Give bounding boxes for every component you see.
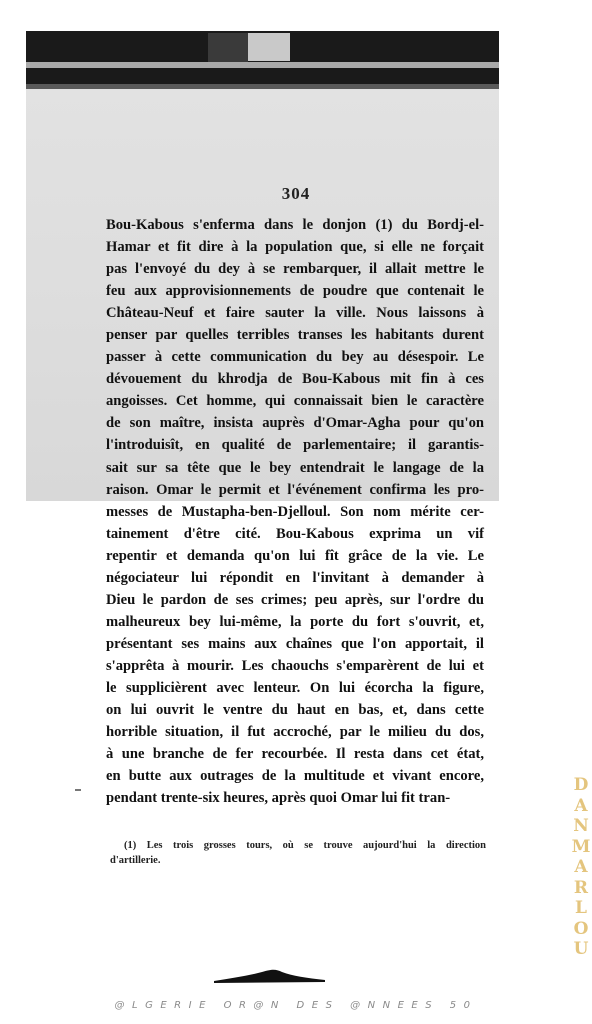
text-line: tainement d'être cité. Bou-Kabous exprima un vif — [106, 525, 484, 542]
side-watermark-letter: L — [575, 898, 587, 918]
text-line: angoisses. Cet homme, qui connaissait bien le caractère — [106, 393, 484, 410]
side-watermark-letter: R — [573, 877, 589, 898]
text-line: pas l'envoyé du dey à se rembarquer, il allait mettre le — [106, 261, 484, 278]
text-line: négociateur lui répondit en l'invitant à demander à — [106, 569, 484, 586]
text-line: messes de Mustapha-ben-Djelloul. Son nom mérite cer- — [106, 503, 484, 520]
side-watermark-letter: D — [573, 775, 589, 795]
text-line: feu aux approvisionnements de poudre que contenait le — [106, 283, 484, 300]
footnote-line: d'artillerie. — [110, 855, 161, 866]
text-line: pendant trente-six heures, après quoi Omar lui fit tran- — [106, 790, 451, 807]
text-line: en butte aux outrages de la multitude et vivant encore, — [106, 768, 484, 785]
page-number: 304 — [281, 184, 311, 203]
side-watermark-letter: O — [573, 918, 589, 939]
text-line: horrible situation, il fut accroché, par le milieu du dos, — [106, 724, 484, 741]
text-line: on lui ouvrit le ventre du haut en bas, et, dans cette — [106, 702, 484, 719]
footnote — [110, 838, 486, 868]
footnote-line: (1) Les trois grosses tours, où se trouve aujourd'hui la direction — [124, 840, 486, 851]
text-line: à une branche de fer recourbée. Il resta dans cet état, — [106, 746, 484, 763]
side-watermark-letter: N — [573, 816, 589, 836]
text-line: Dieu le pardon de ses crimes; peu après, sur l'ordre du — [106, 591, 484, 608]
side-watermark — [570, 775, 592, 990]
side-watermark-letter: A — [574, 857, 588, 877]
text-line: présentant ses mains aux chaînes que l'on apportait, il — [106, 635, 484, 652]
text-line: Hamar et fit dire à la population que, si elle ne forçait — [106, 239, 484, 256]
text-line: Château-Neuf et faire sauter la ville. Nous laissons à — [106, 305, 484, 322]
side-watermark-letter: M — [571, 836, 591, 857]
text-line: penser par quelles terribles transes les habitants durent — [106, 327, 484, 344]
text-line: repentir et demanda qu'on lui fît grâce de la vie. Le — [106, 547, 484, 564]
watermark-text: @LGERIE OR@N DES @NNEES 50 — [114, 1000, 478, 1011]
text-line: s'apprêta à mourir. Les chaouchs s'emparèrent de lui et — [106, 657, 484, 674]
text-line: malheureux bey lui-même, la porte du fort s'ouvrit, et, — [106, 613, 484, 630]
body-paragraph — [106, 214, 484, 809]
text-line: passer à cette communication du bey au désespoir. Le — [106, 349, 484, 366]
scan-band-stripe — [26, 62, 499, 68]
side-watermark-letter: U — [573, 939, 589, 959]
text-line: Bou-Kabous s'enferma dans le donjon (1) du Bordj-el- — [106, 217, 484, 233]
text-line: le supplicièrent avec lenteur. On lui écorcha la figure, — [106, 679, 484, 696]
scan-band-block-light — [248, 33, 290, 61]
scan-band-stripe-lower — [26, 84, 499, 89]
text-line: de son maître, insista auprès d'Omar-Agha pour qu'on — [106, 415, 484, 432]
text-line: raison. Omar le permit et l'événement confirma les pro- — [106, 481, 484, 498]
side-watermark-letter: A — [574, 795, 588, 816]
text-line: dévouement du khrodja de Bou-Kabous mit fin à ces — [106, 371, 484, 388]
text-line: sait sur sa tête que le bey entendrait le langage de la — [106, 459, 484, 476]
stray-ink-mark — [75, 789, 81, 791]
ink-blot-ornament — [212, 966, 327, 984]
text-line: l'introduisît, en qualité de parlementaire; il garantis- — [106, 437, 484, 454]
